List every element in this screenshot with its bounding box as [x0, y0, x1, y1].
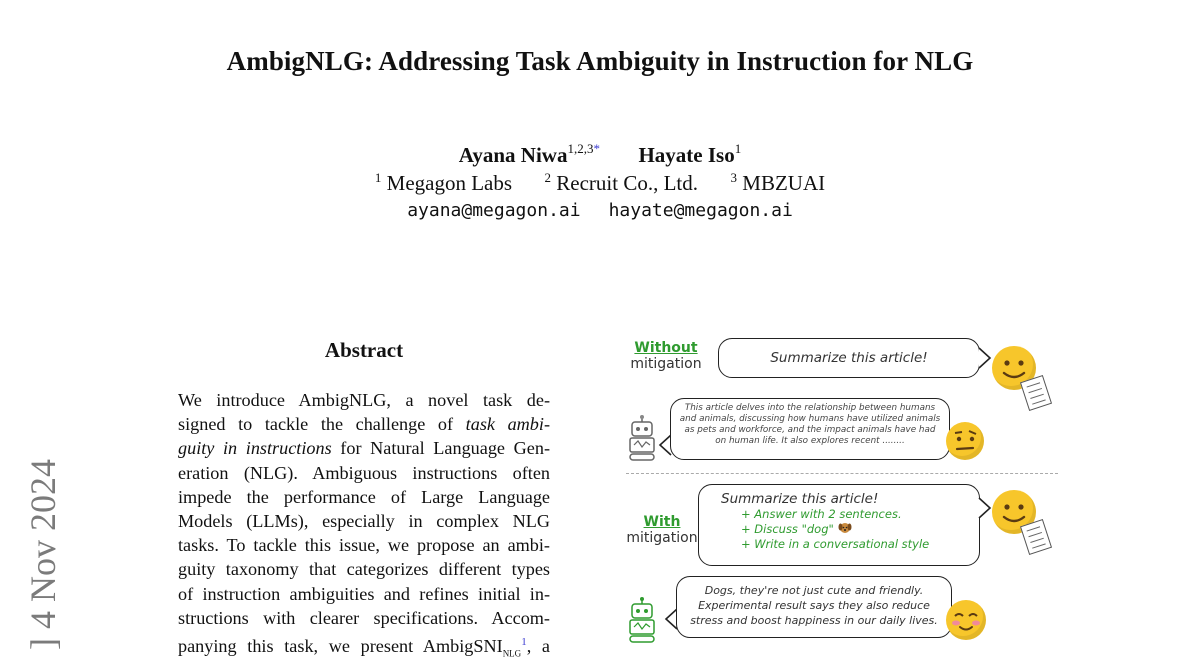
refined-prompt-bubble	[698, 484, 980, 566]
abstract-line: signed to tackle the challenge of task ambi-	[178, 414, 550, 435]
author-name: Ayana Niwa	[458, 143, 568, 167]
abstract-heading: Abstract	[324, 338, 404, 362]
paper-title: AmbigNLG: Addressing Task Ambiguity in Instruction for NLG	[226, 46, 974, 76]
spec-item: + Answer with 2 sentences.	[741, 507, 902, 521]
with-mitigation-label: With mitigation	[626, 514, 698, 546]
section-divider	[626, 473, 1058, 474]
model-response-bubble: Dogs, they're not just cute and friendly. Experimental result says they also reduce stress and boost happiness in our daily lives.	[676, 576, 952, 638]
spec-item: + Write in a conversational style	[741, 537, 930, 551]
abstract-line: structions with clearer specifications. Accom-	[178, 607, 550, 628]
author-affil-marks: 1,2,3	[567, 141, 594, 156]
email-list	[0, 200, 1200, 221]
document-icon	[1020, 519, 1052, 555]
abstract-line: Models (LLMs), especially in complex NLG	[178, 511, 550, 532]
abstract-line: guity taxonomy that categorizes different types	[178, 559, 550, 580]
spec-item: + Discuss "dog"	[741, 522, 979, 537]
abstract-line: We introduce AmbigNLG, a novel task de-	[178, 390, 550, 410]
affiliation: MBZUAI	[742, 171, 826, 195]
abstract-line: impede the performance of Large Language	[178, 486, 550, 507]
bubble-tail	[978, 496, 992, 520]
email: ayana@megagon.ai	[407, 200, 581, 221]
affiliation-list	[0, 170, 1200, 196]
user-prompt-bubble: Summarize this article!	[718, 338, 980, 378]
bubble-tail	[978, 346, 992, 370]
abstract-line: eration (NLG). Ambiguous instructions often	[178, 462, 550, 483]
robot-icon	[624, 414, 660, 462]
affil-mark: 3	[730, 170, 738, 185]
author-name: Hayate Iso	[638, 143, 735, 167]
affiliation: Megagon Labs	[386, 171, 513, 195]
model-response-bubble: This article delves into the relationship between humans and animals, discussing how humans have utilized animals as pets and workforce, and the impact animals have had on human life. It also explores recent ........	[670, 398, 950, 460]
abstract-line: of instruction ambiguities and refines initial in-	[178, 583, 550, 604]
abstract-line: guity in instructions for Natural Language Gen-	[178, 438, 550, 459]
blushing-face-icon	[946, 600, 986, 640]
affil-mark: 1	[374, 170, 382, 185]
prompt-text: Summarize this article!	[721, 491, 879, 507]
skeptical-face-icon	[946, 422, 984, 460]
spec-list	[721, 507, 979, 552]
affiliation: Recruit Co., Ltd.	[556, 171, 699, 195]
email: hayate@megagon.ai	[608, 200, 793, 221]
author-affil-marks: 1	[734, 141, 742, 156]
abstract-line: tasks. To tackle this issue, we propose an ambi-	[178, 535, 550, 556]
author-list	[0, 142, 1200, 168]
figure-ambiguity-example	[610, 330, 1070, 648]
robot-icon	[624, 596, 660, 644]
arxiv-stamp: ] 4 Nov 2024	[23, 459, 63, 650]
abstract-line: panying this task, we present AmbigSNI$_{NLG}^1$, a	[178, 636, 550, 659]
abstract-text	[178, 388, 550, 666]
corresponding-mark: *	[593, 141, 600, 156]
document-icon	[1020, 375, 1052, 411]
affil-mark: 2	[544, 170, 552, 185]
dog-icon	[837, 522, 853, 534]
without-mitigation-label: Without mitigation	[630, 340, 702, 372]
